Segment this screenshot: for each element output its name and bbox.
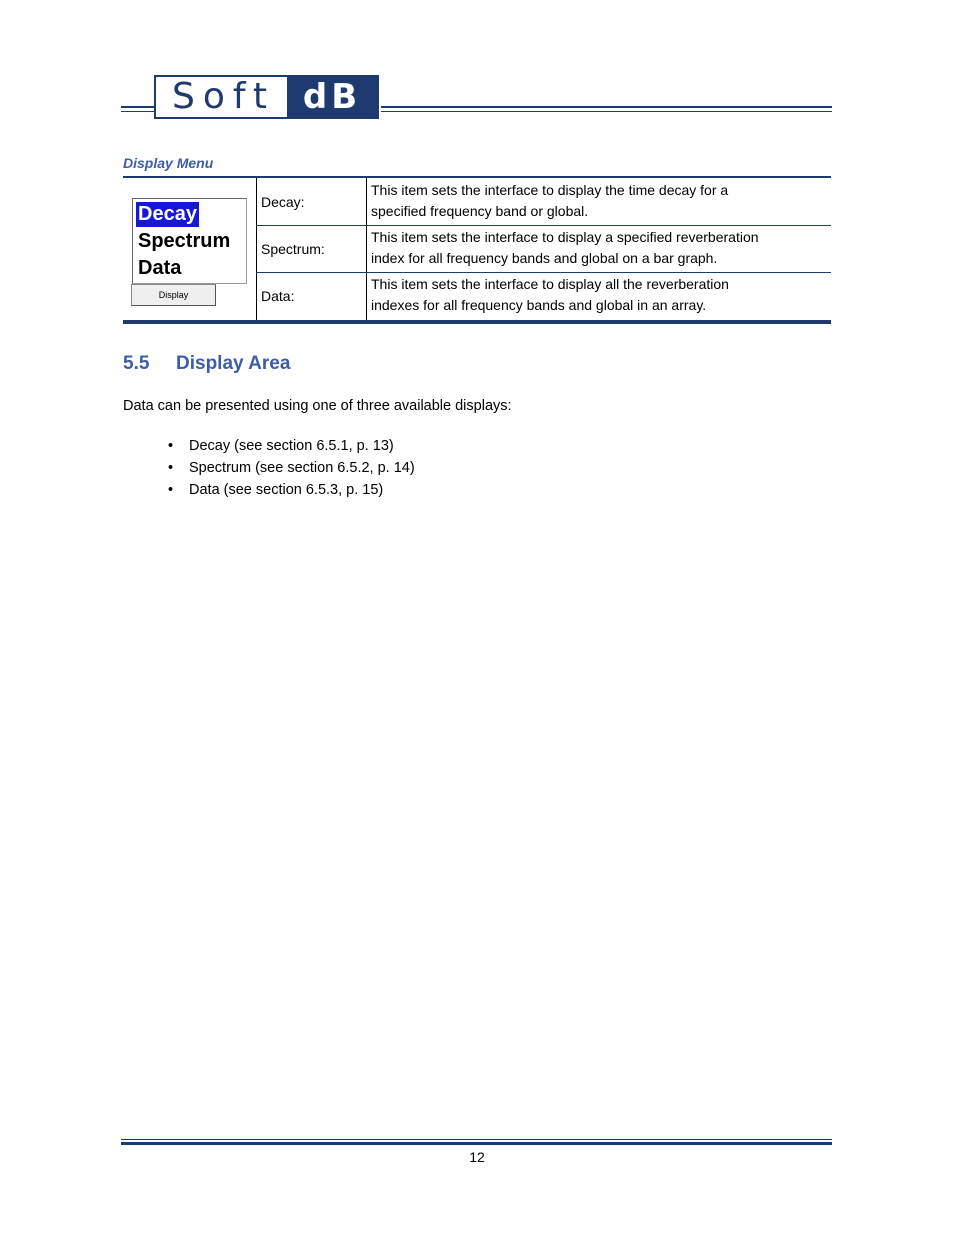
- header-rule-left: [121, 106, 154, 112]
- row-desc-data-2: indexes for all frequency bands and global in an array.: [371, 297, 707, 313]
- page-number: 12: [469, 1149, 485, 1165]
- row-desc-decay-2: specified frequency band or global.: [371, 203, 589, 219]
- listbox-item-data[interactable]: Data: [138, 257, 182, 279]
- row-desc-spectrum-2: index for all frequency bands and global on a bar graph.: [371, 250, 718, 266]
- row-label-spectrum: Spectrum:: [261, 241, 325, 257]
- col-divider-1: [256, 178, 257, 320]
- section-intro: Data can be presented using one of three available displays:: [123, 398, 512, 414]
- footer-rule: [121, 1139, 832, 1145]
- table-caption: Display Menu: [123, 155, 214, 171]
- bullet-icon: •: [168, 438, 174, 454]
- section-title: Display Area: [176, 353, 291, 374]
- listbox-item-decay[interactable]: Decay: [138, 203, 197, 225]
- row-desc-data-1: This item sets the interface to display all the reverberation: [371, 276, 729, 292]
- row-desc-decay-1: This item sets the interface to display the time decay for a: [371, 182, 729, 198]
- softdb-logo: [154, 75, 379, 119]
- row-desc-spectrum-1: This item sets the interface to display a specified reverberation: [371, 229, 759, 245]
- display-listbox[interactable]: [132, 198, 247, 284]
- row-label-data: Data:: [261, 288, 295, 304]
- bullet-text: Spectrum (see section 6.5.2, p. 14): [189, 460, 415, 476]
- table-bottom-border: [123, 320, 831, 324]
- col-divider-2: [366, 178, 367, 320]
- bullet-text: Data (see section 6.5.3, p. 15): [189, 482, 384, 498]
- listbox-item-spectrum[interactable]: Spectrum: [138, 230, 231, 252]
- section-number: 5.5: [123, 353, 150, 374]
- display-button[interactable]: Display: [131, 284, 216, 306]
- row-label-decay: Decay:: [261, 194, 305, 210]
- logo-soft-text: Soft: [156, 77, 287, 117]
- bullet-text: Decay (see section 6.5.1, p. 13): [189, 438, 394, 454]
- bullet-icon: •: [168, 482, 174, 498]
- bullet-icon: •: [168, 460, 174, 476]
- header-rule-right: [381, 106, 832, 112]
- row-divider-1: [256, 225, 831, 226]
- row-divider-2: [256, 272, 831, 273]
- logo-db-text: dB: [287, 77, 377, 117]
